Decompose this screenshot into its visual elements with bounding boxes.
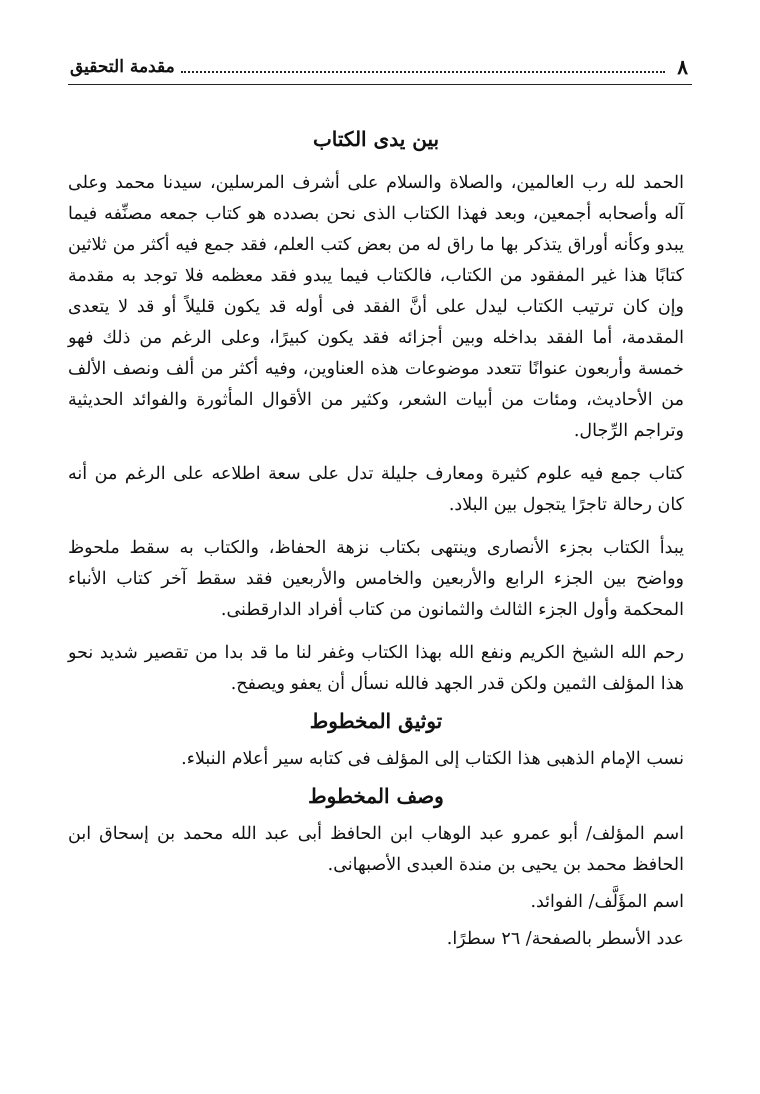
heading-intro: بين يدى الكتاب bbox=[312, 127, 440, 151]
description-author: اسم المؤلف/ أبو عمرو عبد الوهاب ابن الحافظ أبى عبد الله محمد بن إسحاق ابن الحافظ محمد بن يحيى بن مندة العبدى الأصبهانى. bbox=[68, 824, 684, 875]
page-number: ٨ bbox=[677, 55, 688, 79]
dotted-leader bbox=[181, 61, 666, 73]
heading-description: وصف المخطوط bbox=[308, 784, 444, 808]
paragraph-intro: الحمد لله رب العالمين، والصلاة والسلام على أشرف المرسلين، سيدنا محمد وعلى آله وأصحابه أجمعين، وبعد فهذا الكتاب الذى نحن بصدده هو كتاب جمعه مصنِّفه فيما يبدو وكأنه أوراق يتذكر بها ما راق له من بعض كتب العلم، فقد جمع فيه أكثر من ثلاثين كتابًا هذا غير المفقود من الكتاب، فالكتاب فيما يبدو فقد معظمه فلا توجد به مقدمة وإن كان ترتيب الكتاب ليدل على أنَّ الفقد فى أوله قد يكون قليلاً أو قد لا يتعدى المقدمة، أما الفقد بداخله وبين أجزائه فقد يكون كبيرًا، وعلى الرغم من ذلك فهو خمسة وأربعون عنوانًا تتعدد موضوعات هذه العناوين، وفيه أكثر من ألف ونصف الألف من الأحاديث، ومئات من أبيات الشعر، وكثير من الأقوال المأثورة والفوائد الحديثية وتراجم الرِّجال. bbox=[68, 173, 684, 441]
paragraph-closing: رحم الله الشيخ الكريم ونفع الله بهذا الكتاب وغفر لنا ما قد بدا من تقصير شديد نحو هذا المؤلف الثمين ولكن قدر الجهد فالله نسأل أن يعفو ويصفح. bbox=[68, 643, 684, 694]
paragraph-structure: يبدأ الكتاب بجزء الأنصارى وينتهى بكتاب نزهة الحفاظ، والكتاب به سقط ملحوظ وواضح بين الجزء الرابع والأربعين والخامس والأربعين فقد سقط آخر كتاب الأنباء المحكمة وأول الجزء الثالث والثمانون من كتاب أفراد الدارقطنى. bbox=[68, 538, 684, 620]
page-body bbox=[68, 122, 684, 955]
paragraph-scope: كتاب جمع فيه علوم كثيرة ومعارف جليلة تدل على سعة اطلاعه على الرغم من أنه كان رحالة تاجرًا يتجول بين البلاد. bbox=[68, 464, 684, 515]
heading-attribution: توثيق المخطوط bbox=[309, 709, 443, 733]
attribution-text: نسب الإمام الذهبى هذا الكتاب إلى المؤلف فى كتابه سير أعلام النبلاء. bbox=[181, 749, 684, 769]
running-section-title: مقدمة التحقيق bbox=[70, 57, 175, 77]
description-title: اسم المؤَلَّف/ الفوائد. bbox=[530, 892, 684, 912]
running-header bbox=[70, 52, 688, 82]
description-line-count: عدد الأسطر بالصفحة/ ٢٦ سطرًا. bbox=[446, 929, 684, 949]
header-rule bbox=[68, 84, 692, 85]
